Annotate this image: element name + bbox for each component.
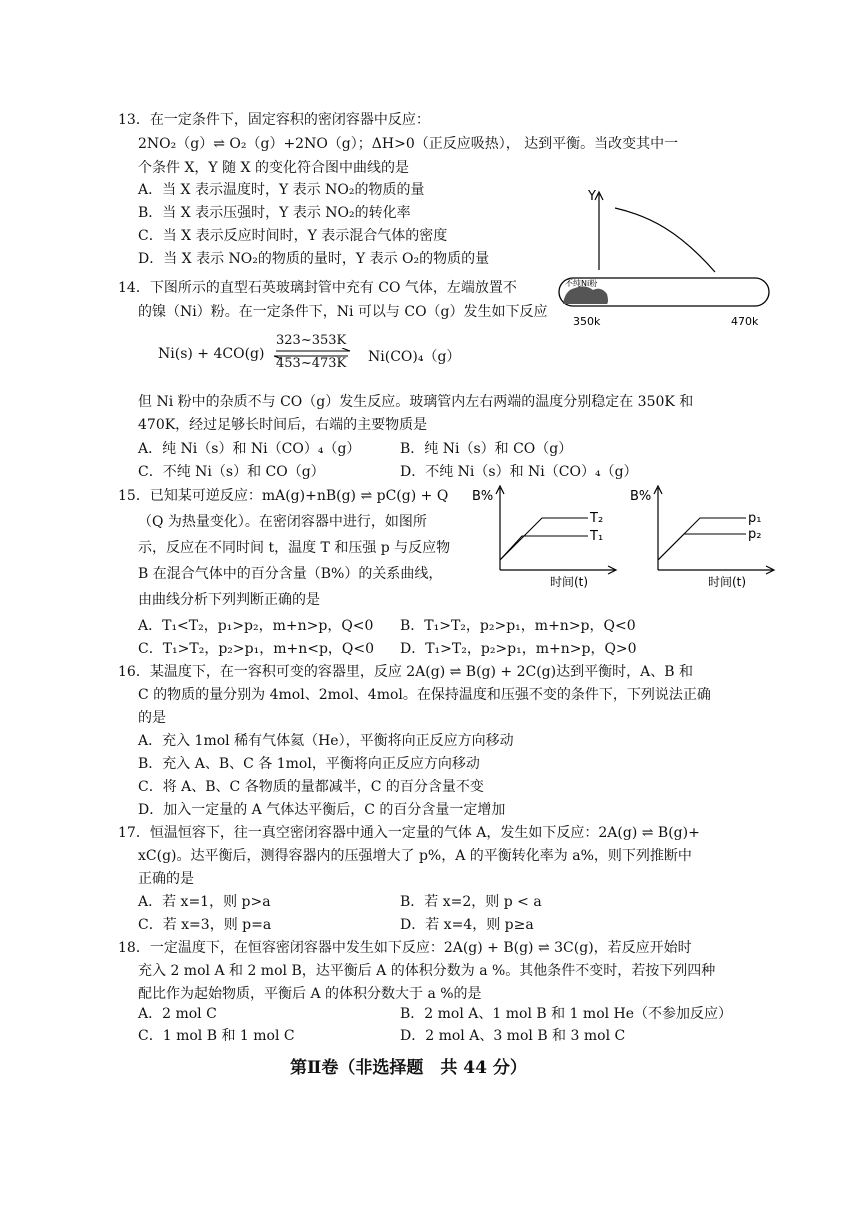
q15-stem-4: B 在混合气体中的百分含量（B%）的关系曲线， <box>138 566 443 582</box>
g1-curve-t2 <box>500 518 588 560</box>
q16-option-c: C．将 A、B、C 各物质的量都减半，C 的百分含量不变 <box>138 779 484 795</box>
q15-option-b: B．T₁>T₂，p₂>p₁，m+n>p，Q<0 <box>400 618 636 634</box>
q18-option-b: B．2 mol A、1 mol B 和 1 mol He（不参加反应） <box>400 1006 733 1022</box>
g1-label-t1: T₁ <box>590 529 604 544</box>
q15-option-d: D．T₁>T₂，p₂>p₁，m+n>p，Q>0 <box>400 641 637 657</box>
q17-stem-2: xC(g)。达平衡后，测得容器内的压强增大了 p%，A 的平衡转化率为 a%，则下列推断中 <box>138 848 692 864</box>
q13-graph <box>580 180 730 275</box>
q15-stem-2: （Q 为热量变化）。在密闭容器中进行，如图所 <box>138 514 427 530</box>
q18-option-c: C．1 mol B 和 1 mol C <box>138 1028 295 1044</box>
q14-eq-right: Ni(CO)₄（g） <box>368 349 461 365</box>
q13-curve <box>615 208 715 272</box>
q14-stem-cont: 的镍（Ni）粉。在一定条件下，Ni 可以与 CO（g）发生如下反应 <box>138 304 548 320</box>
q13-option-d: D．当 X 表示 NO₂的物质的量时，Y 表示 O₂的物质的量 <box>138 251 490 267</box>
q16-option-b: B．充入 A、B、C 各 1mol，平衡将向正反应方向移动 <box>138 756 480 772</box>
q17-stem-3: 正确的是 <box>138 871 194 887</box>
ni-powder-label: 不纯Ni粉 <box>565 279 598 288</box>
q13-graph-y-label: Y <box>588 189 596 204</box>
q18-option-d: D．2 mol A、3 mol B 和 3 mol C <box>400 1028 626 1044</box>
q14-option-a: A．纯 Ni（s）和 Ni（CO）₄（g） <box>138 441 361 457</box>
q14-option-c: C．不纯 Ni（s）和 CO（g） <box>138 464 325 480</box>
q15-option-a: A．T₁<T₂，p₁>p₂，m+n>p，Q<0 <box>138 618 374 634</box>
q14-eq-left: Ni(s) + 4CO(g) <box>158 346 265 362</box>
q18-stem-2: 充入 2 mol A 和 2 mol B，达平衡后 A 的体积分数为 a %。其他条件不变时，若按下列四种 <box>138 963 716 979</box>
q17-option-b: B．若 x=2，则 p < a <box>400 894 542 910</box>
q14-tube-figure <box>553 272 775 332</box>
q18-stem: 18．一定温度下，在恒容密闭容器中发生如下反应：2A(g) + B(g) ⇌ 3C(g)，若反应开始时 <box>118 940 692 956</box>
g2-label-p1: p₁ <box>748 511 762 526</box>
g2-y-label: B% <box>630 489 652 504</box>
q14-option-d: D．不纯 Ni（s）和 Ni（CO）₄（g） <box>400 464 638 480</box>
q13-option-a: A．当 X 表示温度时，Y 表示 NO₂的物质的量 <box>138 182 425 198</box>
g1-curve-t1 <box>500 536 588 560</box>
q15-stem: 15．已知某可逆反应：mA(g)+nB(g) ⇌ pC(g) + Q <box>118 488 449 504</box>
q15-option-c: C．T₁>T₂，p₂>p₁，m+n<p，Q<0 <box>138 641 375 657</box>
q13-option-c: C．当 X 表示反应时间时，Y 表示混合气体的密度 <box>138 228 448 244</box>
g1-x-label: 时间(t) <box>550 575 589 589</box>
g2-curve-p1 <box>658 518 746 560</box>
q17-option-a: A．若 x=1，则 p>a <box>138 894 271 910</box>
q13-option-b: B．当 X 表示压强时，Y 表示 NO₂的转化率 <box>138 205 411 221</box>
g1-label-t2: T₂ <box>590 511 604 526</box>
q14-stem-3: 但 Ni 粉中的杂质不与 CO（g）发生反应。玻璃管内左右两端的温度分别稳定在 350K 和 <box>138 394 694 410</box>
g2-curve-p2 <box>658 534 746 560</box>
q17-option-c: C．若 x=3，则 p=a <box>138 917 272 933</box>
q16-option-a: A．充入 1mol 稀有气体氦（He），平衡将向正反应方向移动 <box>138 733 514 749</box>
q15-stem-3: 示，反应在不同时间 t，温度 T 和压强 p 与反应物 <box>138 540 451 556</box>
section-title: 第Ⅱ卷（非选择题 共 44 分） <box>290 1058 527 1078</box>
q14-eq-bottom: 453~473K <box>276 356 347 371</box>
q15-graph-temperature <box>470 480 620 590</box>
g2-x-label: 时间(t) <box>708 575 747 589</box>
q16-option-d: D．加入一定量的 A 气体达平衡后，C 的百分含量一定增加 <box>138 802 506 818</box>
tube-left-temp: 350k <box>573 315 601 328</box>
q14-stem: 14．下图所示的直型石英玻璃封管中充有 CO 气体，左端放置不 <box>118 280 517 296</box>
tube-right-temp: 470k <box>731 315 759 328</box>
q17-stem: 17．恒温恒容下，往一真空密闭容器中通入一定量的气体 A，发生如下反应：2A(g) ⇌ B(g)+ <box>118 825 700 841</box>
q16-stem-2: C 的物质的量分别为 4mol、2mol、4mol。在保持温度和压强不变的条件下，下列说法正确 <box>138 687 711 703</box>
q13-stem-cont: 个条件 X，Y 随 X 的变化符合图中曲线的是 <box>138 160 409 176</box>
q15-stem-5: 由曲线分析下列判断正确的是 <box>138 592 320 608</box>
q18-stem-3: 配比作为起始物质，平衡后 A 的体积分数大于 a %的是 <box>138 986 482 1002</box>
q18-option-a: A．2 mol C <box>138 1006 217 1022</box>
q14-option-b: B．纯 Ni（s）和 CO（g） <box>400 441 573 457</box>
q13-stem: 13．在一定条件下，固定容积的密闭容器中反应： <box>118 112 430 128</box>
q16-stem-3: 的是 <box>138 710 166 726</box>
q14-eq-top: 323~353K <box>276 333 347 348</box>
g2-label-p2: p₂ <box>748 527 762 542</box>
q17-option-d: D．若 x=4，则 p≥a <box>400 917 534 933</box>
q14-stem-4: 470K，经过足够长时间后，右端的主要物质是 <box>138 417 428 433</box>
q13-equation: 2NO₂（g）⇌ O₂（g）+2NO（g）；ΔH>0（正反应吸热）， 达到平衡。当改变其中一 <box>138 136 679 152</box>
g1-y-label: B% <box>472 489 494 504</box>
q16-stem: 16．某温度下，在一容积可变的容器里，反应 2A(g) ⇌ B(g) + 2C(g)达到平衡时，A、B 和 <box>118 664 693 680</box>
q15-graph-pressure <box>628 480 778 590</box>
